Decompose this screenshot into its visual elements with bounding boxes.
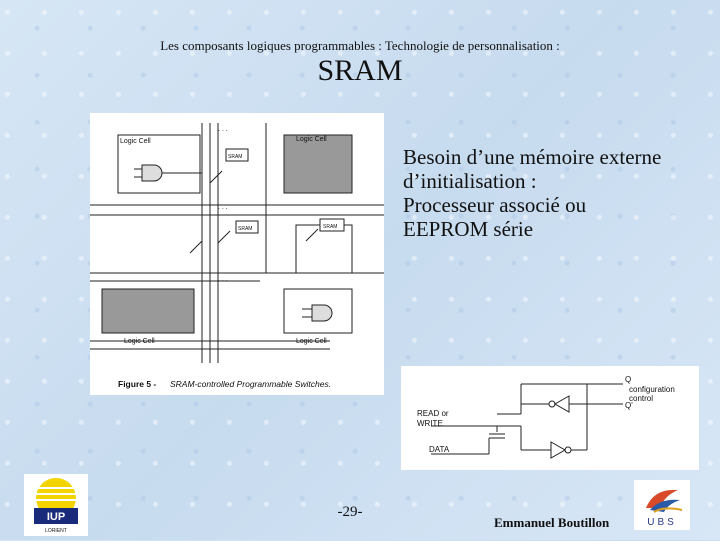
sram-switch-figure (90, 113, 384, 395)
author-name: Emmanuel Boutillon (494, 515, 610, 530)
sram-cell-circuit (401, 366, 699, 470)
data-label: DATA (429, 445, 450, 454)
bullet-text (403, 145, 661, 241)
q-label: Q (625, 375, 632, 384)
sram-label: SRAM (238, 226, 253, 232)
sram-label: SRAM (323, 224, 338, 230)
slide-title: SRAM (317, 54, 403, 87)
ubs-logo (634, 480, 690, 530)
page-number: -29- (337, 504, 363, 520)
slide-subtitle: Les composants logiques programmables : Technologie de personnalisation : (160, 38, 560, 53)
ubs-logo-text: UBS (647, 517, 677, 528)
bullet-line: d’initialisation : (403, 169, 537, 193)
bullet-line: Processeur associé ou (403, 193, 587, 217)
config-label: control (629, 394, 654, 403)
dots: . . . (218, 276, 228, 283)
iup-logo-sub: LORIENT (45, 528, 67, 534)
figure-caption-text: SRAM-controlled Programmable Switches. (170, 379, 332, 389)
iup-logo (24, 474, 88, 536)
dots: . . . (218, 126, 228, 133)
read-write-label: READ or (417, 409, 449, 418)
q-bar-label: Q' (625, 401, 633, 410)
iup-logo-text: IUP (46, 511, 66, 523)
dots: . . . (218, 204, 228, 211)
logic-cell-label: Logic Cell (296, 338, 327, 345)
sram-label: SRAM (228, 154, 243, 160)
bullet-line: Besoin d’une mémoire externe (403, 145, 662, 169)
logic-cell-label: Logic Cell (124, 338, 155, 345)
bullet-line: EEPROM série (403, 217, 534, 241)
figure-caption-label: Figure 5 - (118, 379, 157, 389)
read-write-label: WRITE (417, 419, 443, 428)
logic-cell-label: Logic Cell (296, 136, 327, 143)
logic-cell-label: Logic Cell (120, 138, 151, 145)
config-label: configuration (629, 385, 675, 394)
